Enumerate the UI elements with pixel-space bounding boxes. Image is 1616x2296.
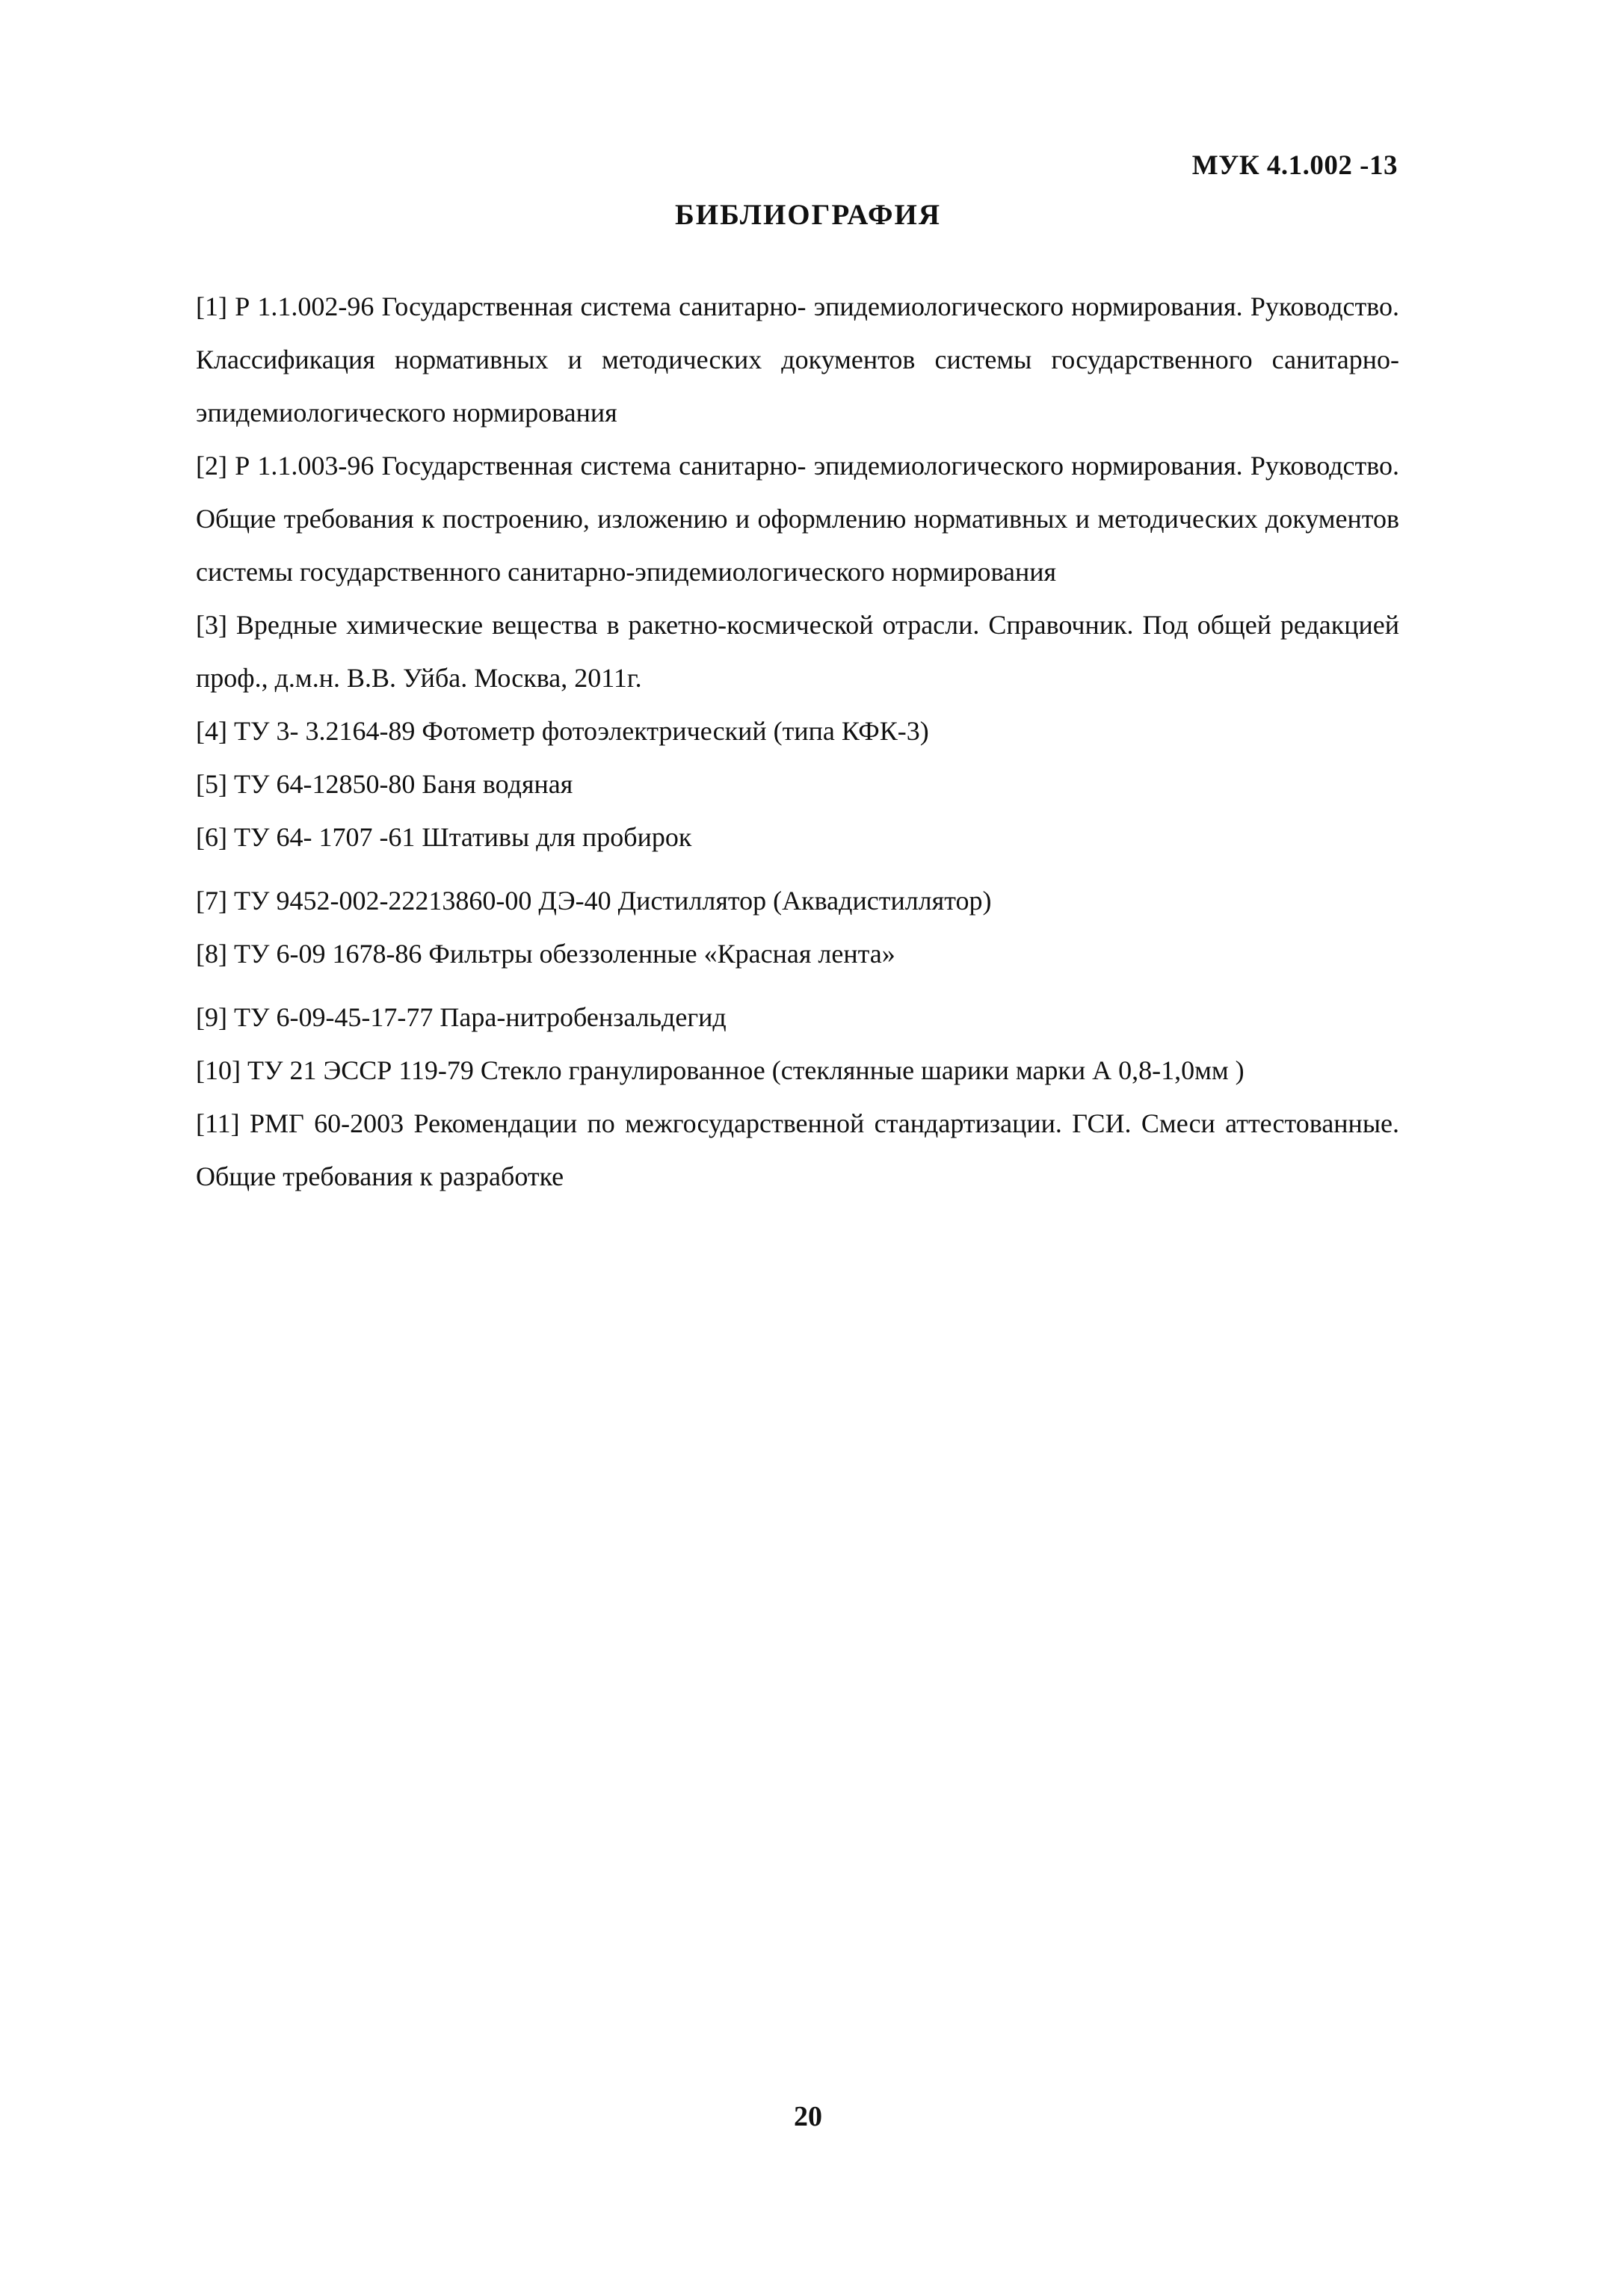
bibliography-list [196, 280, 1399, 1203]
page-title: БИБЛИОГРАФИЯ [674, 199, 941, 231]
bibliography-entry-5: [5] ТУ 64-12850-80 Баня водяная [196, 769, 573, 799]
bibliography-entry-8: [8] ТУ 6-09 1678-86 Фильтры обеззоленные «Красная лента» [196, 939, 895, 969]
bibliography-entry-2: [2] Р 1.1.003-96 Государственная система санитарно- эпидемиологического нормирования. Руководство. Общие требования к построению, изложению и оформлению нормативных и методических документов системы государственного санитарно-эпидемиологического нормирования [196, 451, 1399, 587]
document-code: МУК 4.1.002 -13 [1191, 150, 1398, 181]
bibliography-entry-1: [1] Р 1.1.002-96 Государственная система санитарно- эпидемиологического нормирования. Руководство. Классификация нормативных и методических документов системы государственного санитарно-эпидемиологического нормирования [196, 291, 1399, 428]
bibliography-entry-10: [10] ТУ 21 ЭССР 119-79 Стекло гранулированное (стеклянные шарики марки А 0,8-1,0мм ) [196, 1055, 1245, 1085]
bibliography-entry-9: [9] ТУ 6-09-45-17-77 Пара-нитробензальдегид [196, 1002, 727, 1032]
page-number: 20 [794, 2101, 822, 2132]
bibliography-entry-6: [6] ТУ 64- 1707 -61 Штативы для пробирок [196, 822, 692, 852]
bibliography-entry-7: [7] ТУ 9452-002-22213860-00 ДЭ-40 Дистиллятор (Аквадистиллятор) [196, 886, 992, 916]
bibliography-entry-3: [3] Вредные химические вещества в ракетно-космической отрасли. Справочник. Под общей редакцией проф., д.м.н. В.В. Уйба. Москва, 2011г. [196, 610, 1399, 693]
bibliography-entry-11: [11] РМГ 60-2003 Рекомендации по межгосударственной стандартизации. ГСИ. Смеси аттестованные. Общие требования к разработке [196, 1108, 1399, 1191]
bibliography-entry-4: [4] ТУ 3- 3.2164-89 Фотометр фотоэлектрический (типа КФК-3) [196, 716, 929, 746]
